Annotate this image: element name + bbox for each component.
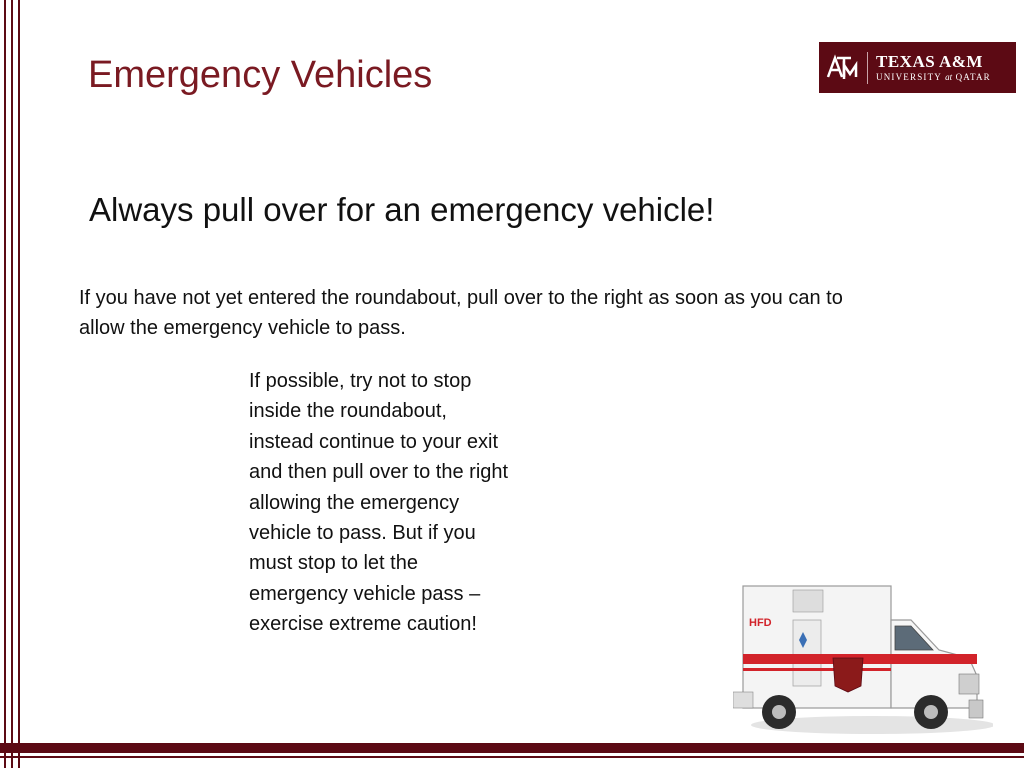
footer-line — [0, 756, 1024, 758]
logo-subline: UNIVERSITY at QATAR — [876, 71, 991, 82]
left-border-line — [4, 0, 6, 768]
slide-title: Emergency Vehicles — [88, 54, 433, 96]
atm-monogram-icon — [819, 42, 867, 93]
left-border-line — [11, 0, 13, 768]
logo-divider — [867, 52, 868, 84]
footer-band — [0, 743, 1024, 753]
ambulance-image — [733, 580, 993, 752]
left-border-line — [18, 0, 20, 768]
hfd-label: HFD — [749, 617, 772, 629]
logo-name: TEXAS A&M — [876, 51, 983, 71]
slide-subtitle: Always pull over for an emergency vehicle! — [89, 191, 715, 228]
logo-wordmark — [876, 53, 991, 83]
body-paragraph-2: If possible, try not to stop inside the roundabout, instead continue to your exit and then pull over to the right allowing the emergency vehicle to pass. But if you must stop to let the emergency vehicle pass – exercise extreme caution! — [249, 370, 509, 636]
body-paragraph-1: If you have not yet entered the roundabout, pull over to the right as soon as you can to allow the emergency vehicle to pass. — [79, 287, 843, 339]
texas-am-qatar-logo — [819, 42, 1016, 93]
